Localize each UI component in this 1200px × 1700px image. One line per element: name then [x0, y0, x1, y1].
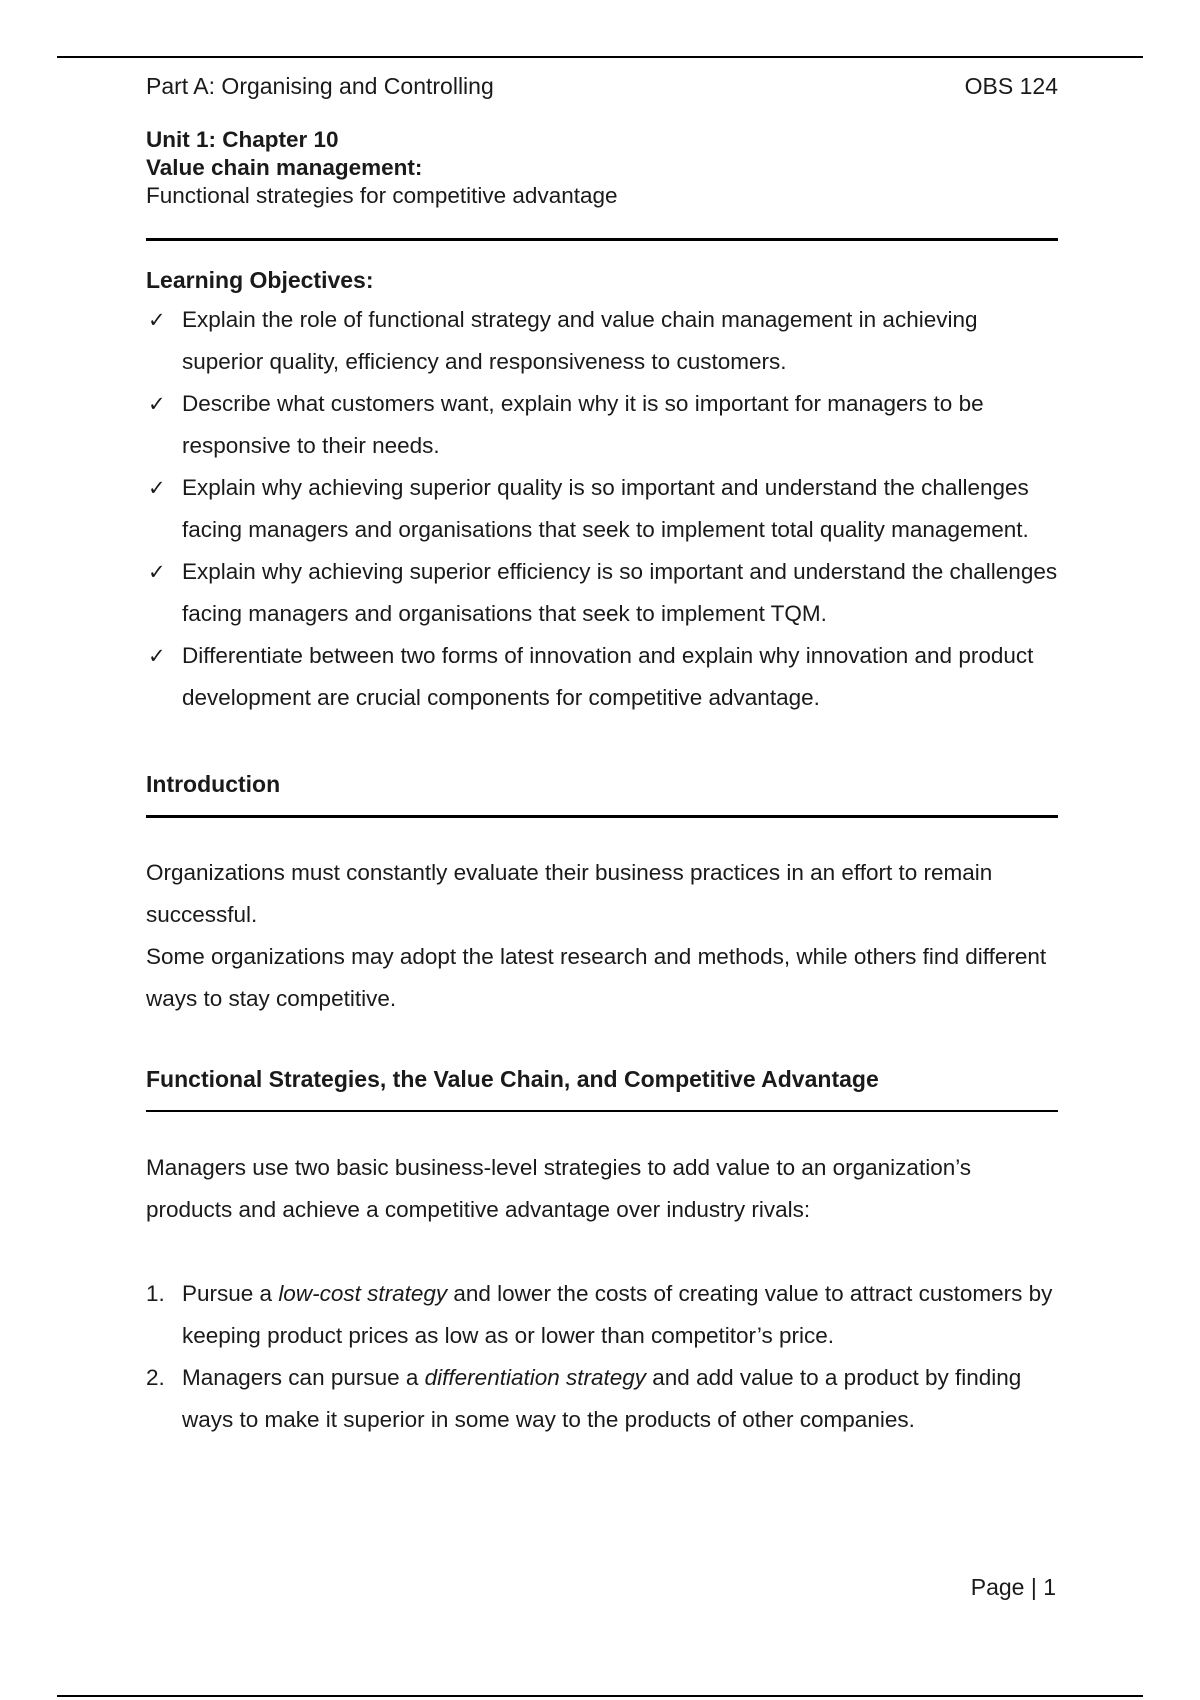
unit-divider	[146, 238, 1058, 241]
page-header	[146, 70, 1058, 102]
list-item	[146, 551, 1058, 635]
strategies-list	[146, 1273, 1058, 1441]
introduction-paragraph-2: Some organizations may adopt the latest research and methods, while others find different ways to stay competitive.	[146, 944, 1047, 1011]
objective-text: Explain why achieving superior efficiency is so important and understand the challenges facing managers and organisations that seek to implement TQM.	[182, 559, 1058, 626]
list-number: 2.	[146, 1365, 165, 1390]
checkmark-icon: ✓	[148, 476, 166, 500]
list-item	[146, 467, 1058, 551]
unit-subtitle: Functional strategies for competitive advantage	[146, 183, 618, 208]
top-rule	[57, 56, 1143, 58]
header-course-part: Part A: Organising and Controlling	[146, 73, 494, 99]
header-course-code: OBS 124	[964, 73, 1058, 99]
strategy-text-pre: Pursue a	[182, 1281, 279, 1306]
list-number: 1.	[146, 1281, 165, 1306]
checkmark-icon: ✓	[148, 392, 166, 416]
strategy-text-post: and add value to a product by finding ways to make it superior in some way to the products of other companies.	[182, 1365, 1022, 1432]
list-item	[146, 635, 1058, 719]
objective-text: Explain the role of functional strategy and value chain management in achieving superior quality, efficiency and responsiveness to customers.	[182, 307, 978, 374]
introduction-paragraph-1: Organizations must constantly evaluate their business practices in an effort to remain successful.	[146, 860, 993, 927]
page-content	[146, 70, 1058, 1441]
introduction-body	[146, 852, 1058, 1020]
checkmark-icon: ✓	[148, 560, 166, 584]
unit-heading	[146, 126, 1058, 210]
learning-objectives-list	[146, 299, 1058, 719]
list-item	[146, 299, 1058, 383]
strategy-name: differentiation strategy	[424, 1365, 647, 1390]
unit-title: Value chain management:	[146, 155, 423, 180]
checkmark-icon: ✓	[148, 308, 166, 332]
unit-chapter: Unit 1: Chapter 10	[146, 127, 339, 152]
list-item	[146, 1273, 1058, 1357]
strategy-text-pre: Managers can pursue a	[182, 1365, 425, 1390]
objective-text: Explain why achieving superior quality is so important and understand the challenges facing managers and organisations that seek to implement total quality management.	[182, 475, 1029, 542]
bottom-rule	[57, 1695, 1143, 1697]
introduction-title: Introduction	[146, 771, 281, 797]
list-item	[146, 1357, 1058, 1441]
functional-strategies-title: Functional Strategies, the Value Chain, and Competitive Advantage	[146, 1066, 879, 1092]
functional-strategies-divider	[146, 1110, 1058, 1112]
functional-strategies-paragraph: Managers use two basic business-level strategies to add value to an organization’s products and achieve a competitive advantage over industry rivals:	[146, 1155, 972, 1222]
strategy-text-post: and lower the costs of creating value to attract customers by keeping product prices as low as or lower than competitor’s price.	[182, 1281, 1053, 1348]
objective-text: Describe what customers want, explain why it is so important for managers to be responsive to their needs.	[182, 391, 984, 458]
learning-objectives-title: Learning Objectives:	[146, 267, 374, 293]
strategy-name: low-cost strategy	[278, 1281, 448, 1306]
introduction-divider	[146, 815, 1058, 818]
checkmark-icon: ✓	[148, 644, 166, 668]
page-number: Page | 1	[970, 1574, 1056, 1600]
objective-text: Differentiate between two forms of innovation and explain why innovation and product development are crucial components for competitive advantage.	[182, 643, 1034, 710]
list-item	[146, 383, 1058, 467]
